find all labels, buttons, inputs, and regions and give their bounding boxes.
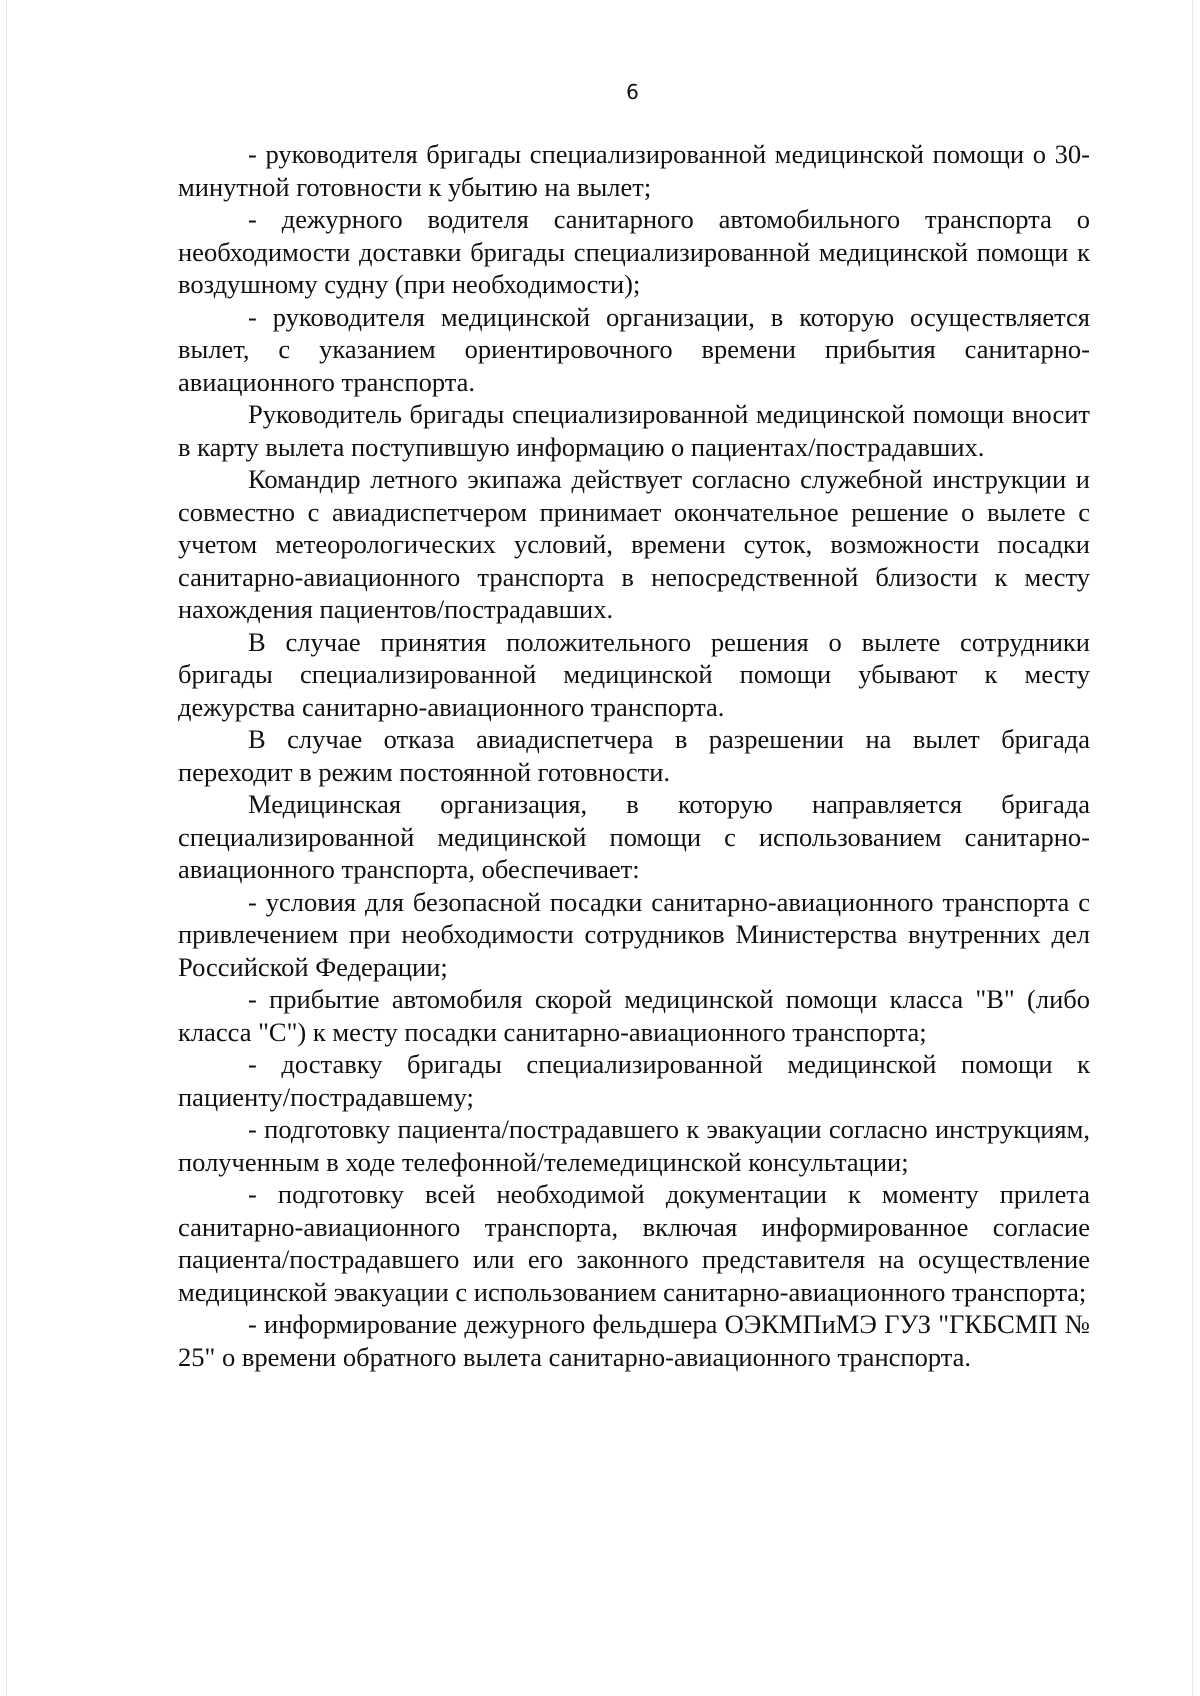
paragraph: - доставку бригады специализированной медицинской помощи к пациенту/пострадавшему;	[178, 1049, 1090, 1112]
document-body	[178, 138, 1090, 1373]
paragraph: - подготовку пациента/пострадавшего к эвакуации согласно инструкциям, полученным в ходе телефонной/телемедицинской консультации;	[178, 1114, 1090, 1177]
paragraph: - прибытие автомобиля скорой медицинской помощи класса "В" (либо класса "С") к месту посадки санитарно-авиационного транспорта;	[178, 984, 1090, 1047]
paragraph: - руководителя медицинской организации, в которую осуществляется вылет, с указанием ориентировочного времени прибытия санитарно-авиационного транспорта.	[178, 301, 1090, 397]
paragraph: В случае принятия положительного решения о вылете сотрудники бригады специализированной медицинской помощи убывают к месту дежурства санитарно-авиационного транспорта.	[178, 626, 1090, 722]
paragraph: В случае отказа авиадиспетчера в разрешении на вылет бригада переходит в режим постоянной готовности.	[178, 724, 1090, 787]
paragraph: - информирование дежурного фельдшера ОЭКМПиМЭ ГУЗ "ГКБСМП № 25" о времени обратного вылета санитарно-авиационного транспорта.	[178, 1309, 1090, 1372]
paragraph: - дежурного водителя санитарного автомобильного транспорта о необходимости доставки бригады специализированной медицинской помощи к воздушному судну (при необходимости);	[178, 204, 1090, 299]
paragraph: Руководитель бригады специализированной медицинской помощи вносит в карту вылета поступившую информацию о пациентах/пострадавших.	[178, 399, 1090, 462]
paragraph: - подготовку всей необходимой документации к моменту прилета санитарно-авиационного транспорта, включая информированное согласие пациента/пострадавшего или его законного представителя на осуществление медицинской эвакуации с использованием санитарно-авиационного транспорта;	[178, 1179, 1090, 1307]
scan-edge-left	[6, 0, 7, 1696]
page-number: 6	[626, 80, 639, 104]
paragraph: Медицинская организация, в которую направляется бригада специализированной медицинской помощи с использованием санитарно-авиационного транспорта, обеспечивает:	[178, 789, 1090, 884]
scan-edge-right	[1192, 0, 1193, 1696]
paragraph: Командир летного экипажа действует согласно служебной инструкции и совместно с авиадиспетчером принимает окончательное решение о вылете с учетом метеорологических условий, времени суток, возможности посадки санитарно-авиационного транспорта в непосредственной близости к месту нахождения пациентов/пострадавших.	[178, 464, 1090, 624]
paragraph: - руководителя бригады специализированной медицинской помощи о 30-минутной готовности к убытию на вылет;	[178, 139, 1090, 202]
paragraph: - условия для безопасной посадки санитарно-авиационного транспорта с привлечением при необходимости сотрудников Министерства внутренних дел Российской Федерации;	[178, 886, 1090, 982]
